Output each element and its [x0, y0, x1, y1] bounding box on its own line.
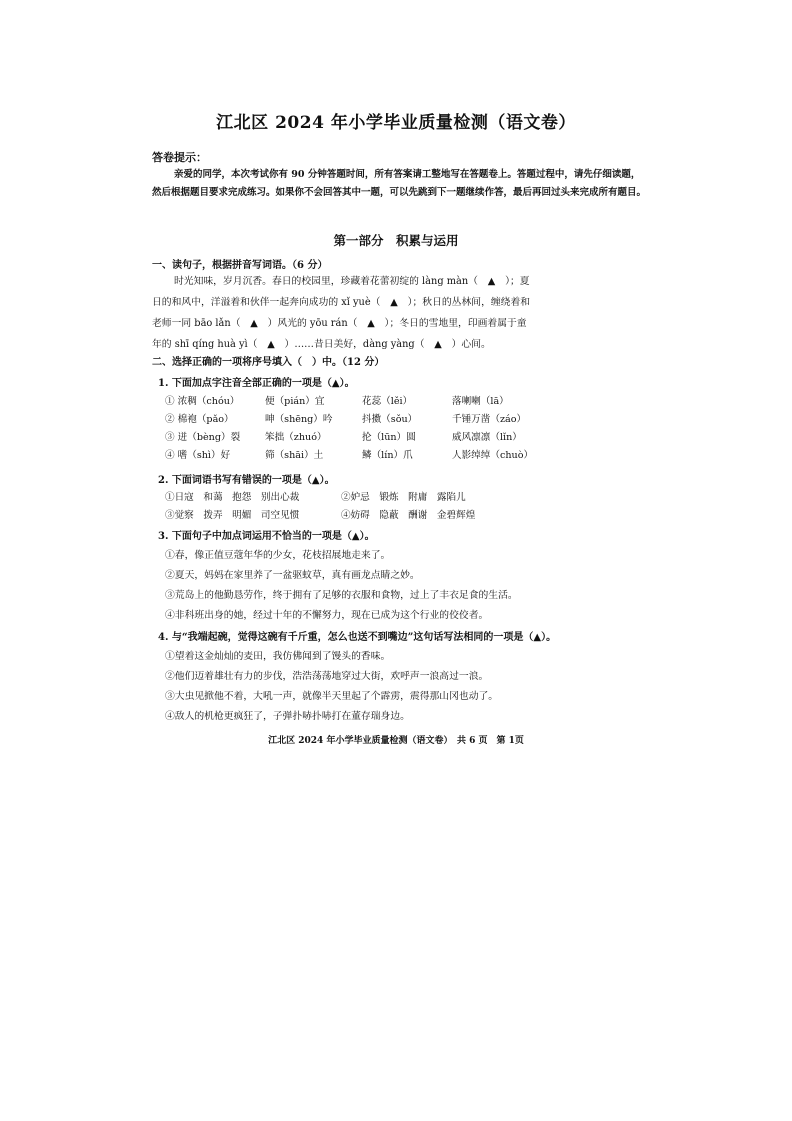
q2-sub1-prompt: 1. 下面加点字注音全部正确的一项是（▲）。: [158, 378, 355, 389]
list-item: ①望着这金灿灿的麦田，我仿佛闻到了馒头的香味。: [165, 651, 391, 662]
option-cell: 抖擞（sǒu）: [362, 414, 418, 425]
option-cell: 千锤万凿（záo）: [452, 414, 527, 425]
option-cell: 筛（shāi）土: [265, 450, 324, 461]
section-title: 第一部分 积累与运用: [333, 233, 459, 248]
list-item: ③荒岛上的他勤恳劳作，终于拥有了足够的衣服和食物，过上了丰衣足食的生活。: [165, 590, 518, 601]
option-cell: ③觉察 拨弄 明媚 司空见惯: [165, 510, 300, 521]
q2-sub4-prompt: 4. 与“我端起碗，觉得这碗有千斤重，怎么也送不到嘴边”这句话写法相同的一项是（▲）。: [158, 632, 557, 643]
q2-sub2-prompt: 2. 下面词语书写有错误的一项是（▲）。: [158, 475, 335, 486]
tips-text: 亲爱的同学，本次考试你有 90 分钟答题时间，所有答案请工整地写在答题卷上。答题过程中，请先仔细读题，然后根据题目要求完成练习。如果你不会回答其中一题，可以先跳到下一题继续作答，最后再回过头来完成所有题目。: [152, 169, 647, 198]
list-item: ③大虫见掀他不着，大吼一声，就像半天里起了个霹雳，震得那山冈也动了。: [165, 691, 499, 702]
q1-line: 日的和风中，洋溢着和伙伴一起奔向成功的 xǐ yuè（ ▲ ）；秋日的丛林间，缠绕着和: [152, 297, 531, 308]
option-cell: 落喇喇（lā）: [452, 396, 509, 407]
list-item: ②他们迈着雄壮有力的步伐，浩浩荡荡地穿过大街，欢呼声一浪高过一浪。: [165, 671, 489, 682]
option-cell: 抡（lūn）圆: [362, 432, 416, 443]
q1-line: 老师一同 bāo lǎn（ ▲ ）风光的 yōu rán（ ▲ ）；冬日的雪地里，印画着属于童: [152, 318, 527, 329]
option-cell: 鳞（lín）爪: [362, 450, 413, 461]
option-cell: ② 棉袍（pǎo）: [165, 414, 234, 425]
q1-passage: [152, 271, 646, 355]
option-cell: 便（pián）宜: [265, 396, 325, 407]
page-footer: 江北区 2024 年小学毕业质量检测（语文卷） 共 6 页 第 1页: [268, 736, 524, 746]
q2-sub3-prompt: 3. 下面句子中加点词运用不恰当的一项是（▲）。: [158, 531, 375, 542]
option-cell: ④ 嗜（shì）好: [165, 450, 231, 461]
option-cell: ① 浓稠（chóu）: [165, 396, 240, 407]
option-cell: ②妒忌 锻炼 附庸 露陷儿: [341, 492, 466, 503]
option-cell: 威风凛凛（lǐn）: [452, 432, 522, 443]
option-cell: ④妨碍 隐蔽 酬谢 金碧辉煌: [341, 510, 476, 521]
q1-line: 年的 shī qíng huà yì（ ▲ ）……昔日美好，dàng yàng（ ▲ ）心间。: [152, 339, 491, 350]
exam-title: 江北区 2024 年小学毕业质量检测（语文卷）: [216, 113, 576, 133]
option-cell: 呻（shēng）吟: [265, 414, 333, 425]
option-cell: 笨拙（zhuó）: [265, 432, 327, 443]
list-item: ④敌人的机枪更疯狂了，子弹扑哧扑哧打在董存瑞身边。: [165, 711, 410, 722]
option-cell: ①日寇 和蔼 抱怨 别出心裁: [165, 492, 300, 503]
option-cell: ③ 迸（bèng）裂: [165, 432, 241, 443]
q1-line: 时光知味，岁月沉香。春日的校园里，珍藏着花蕾初绽的 làng màn（ ▲ ）；夏: [174, 276, 530, 287]
tips-label: 答卷提示：: [152, 151, 207, 164]
list-item: ①春，像正值豆蔻年华的少女，花枝招展地走来了。: [165, 550, 391, 561]
list-item: ②夏天，妈妈在家里养了一盆驱蚊草，真有画龙点睛之妙。: [165, 570, 420, 581]
list-item: ④非科班出身的她，经过十年的不懈努力，现在已成为这个行业的佼佼者。: [165, 610, 489, 621]
q1-heading: 一、读句子，根据拼音写词语。（6 分）: [152, 260, 328, 271]
option-cell: 人影绰绰（chuò）: [452, 450, 534, 461]
q2-heading: 二、选择正确的一项将序号填入（ ）中。（12 分）: [152, 357, 385, 368]
option-cell: 花蕊（lěi）: [362, 396, 413, 407]
